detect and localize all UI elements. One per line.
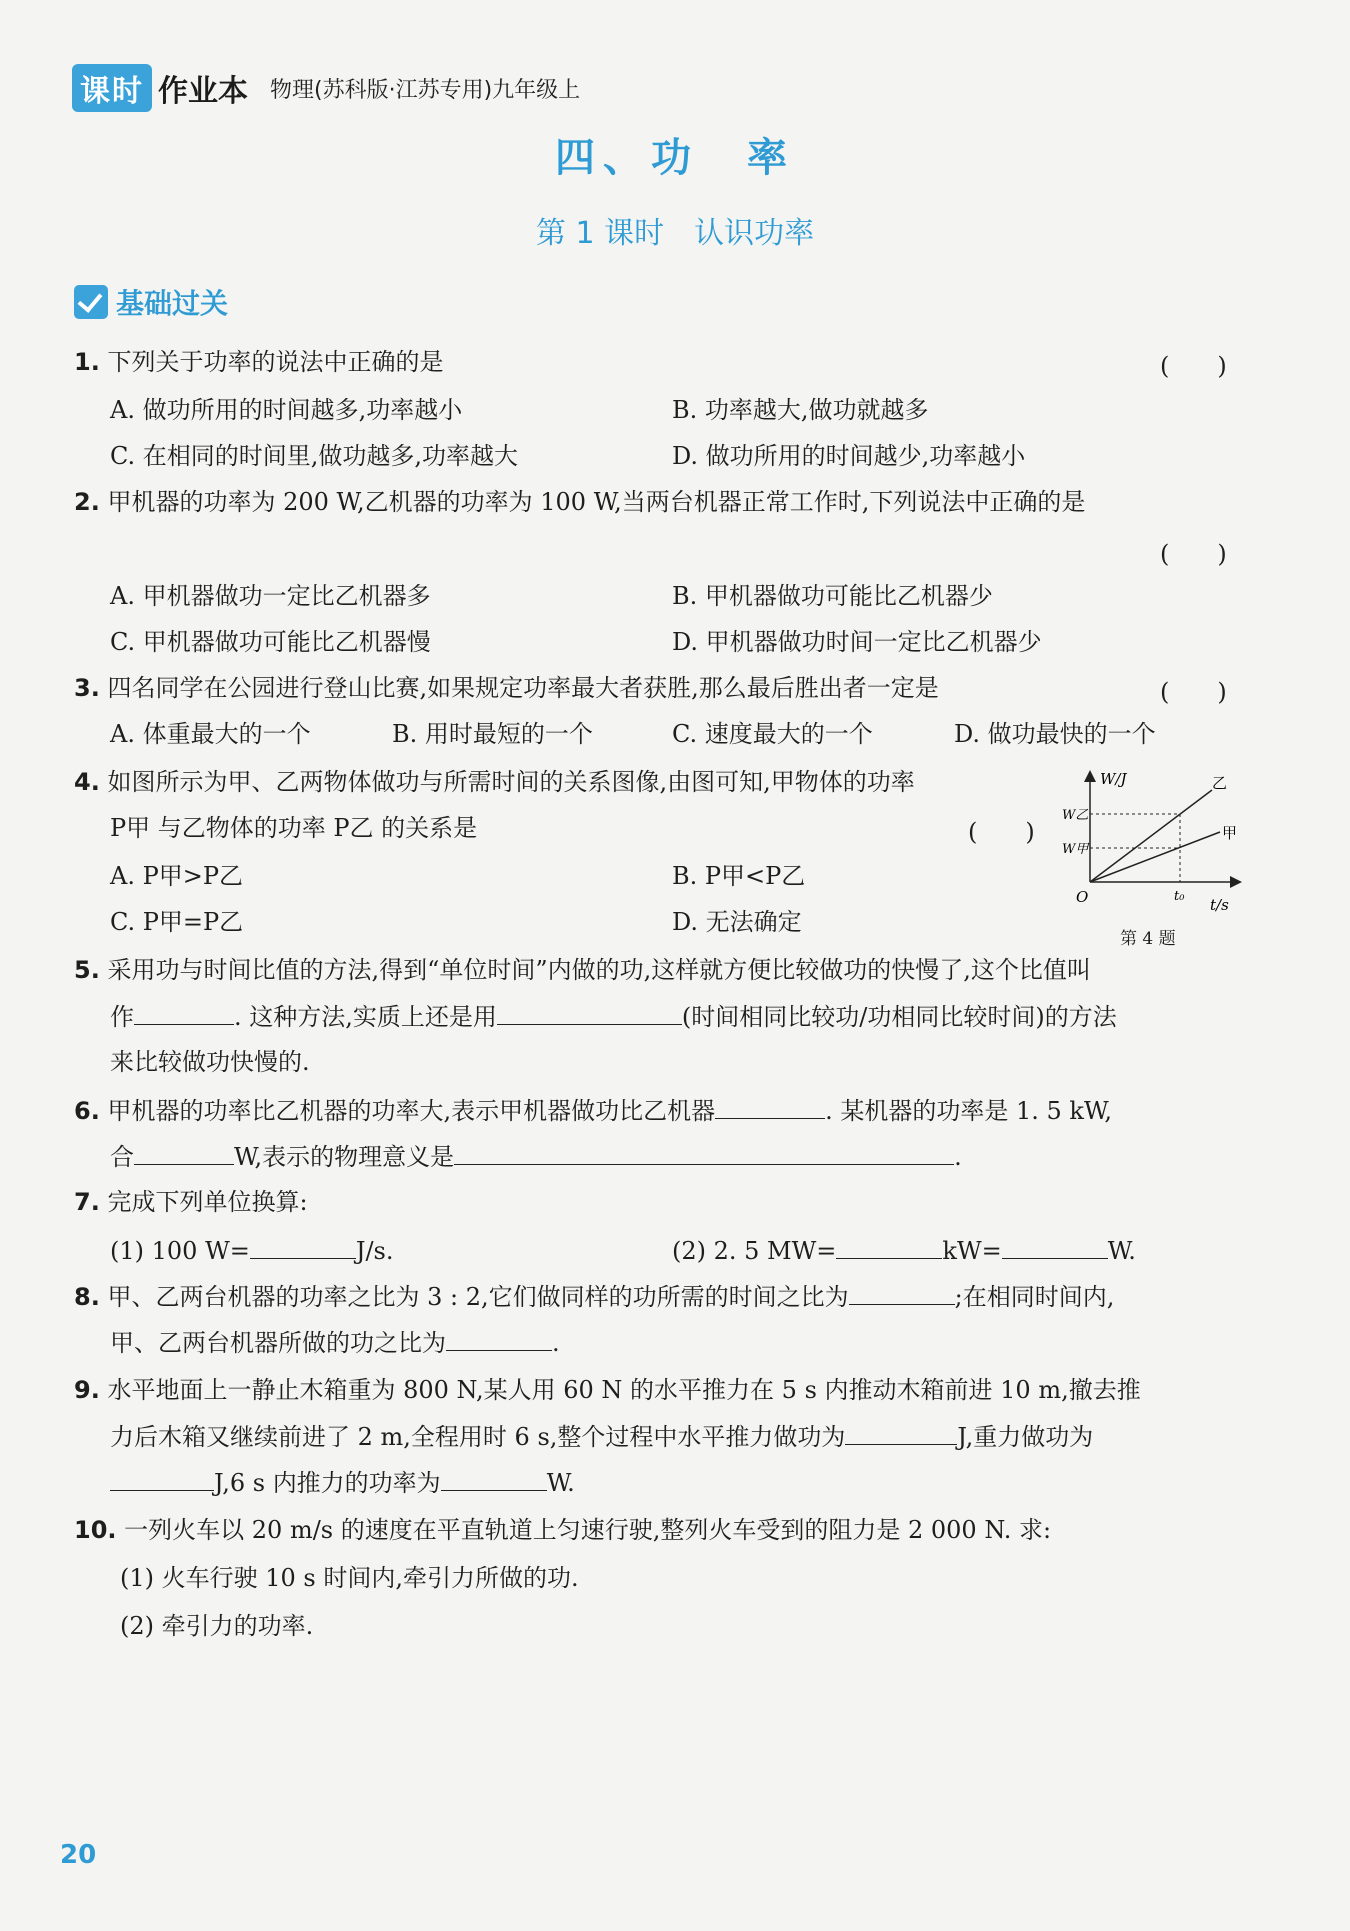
text-segment: 合 (110, 1143, 134, 1171)
text-segment: (时间相同比较功/功相同比较时间)的方法 (681, 1003, 1117, 1031)
question-4-stem (74, 766, 915, 798)
answer-paren: ( ) (968, 818, 1035, 846)
question-8-stem (74, 1280, 1114, 1313)
question-10-part-2: (2) 牵引力的功率. (120, 1612, 314, 1640)
question-text: 采用功与时间比值的方法,得到“单位时间”内做的功,这样就方便比较做功的快慢了,这个比值叫 (107, 956, 1091, 984)
text-segment: . 某机器的功率是 1. 5 kW, (825, 1097, 1113, 1125)
question-text: 完成下列单位换算: (107, 1188, 308, 1216)
question-text: 甲机器的功率为 200 W,乙机器的功率为 100 W,当两台机器正常工作时,下列说法中正确的是 (107, 488, 1086, 516)
question-text: 下列关于功率的说法中正确的是 (107, 348, 444, 376)
text-segment: . 这种方法,实质上还是用 (234, 1003, 497, 1031)
answer-blank[interactable] (1002, 1234, 1108, 1259)
text-segment: W,表示的物理意义是 (234, 1143, 455, 1171)
figure-caption: 第 4 题 (1120, 929, 1176, 949)
question-5-line-3: 来比较做功快慢的. (110, 1048, 310, 1076)
text-segment: J/s. (355, 1237, 394, 1265)
logo-suffix: 作业本 (158, 74, 248, 109)
question-number: 8. (74, 1283, 100, 1311)
answer-blank[interactable] (110, 1466, 214, 1491)
text-segment: kW= (942, 1237, 1002, 1265)
t0-label: t₀ (1174, 889, 1185, 904)
option-b: B. P甲<P乙 (672, 862, 806, 890)
option-c: C. 在相同的时间里,做功越多,功率越大 (110, 442, 519, 470)
w-yi-label: W乙 (1062, 808, 1089, 823)
x-axis-label: t/s (1210, 896, 1229, 914)
text-segment: 甲机器的功率比乙机器的功率大,表示甲机器做功比乙机器 (107, 1097, 716, 1125)
question-7-part-2 (672, 1234, 1136, 1267)
answer-blank[interactable] (497, 1000, 682, 1025)
w-jia-label: W甲 (1062, 842, 1089, 857)
text-segment: 作 (110, 1003, 134, 1031)
question-number: 1. (74, 348, 100, 376)
option-b: B. 用时最短的一个 (392, 720, 593, 748)
option-a: A. 做功所用的时间越多,功率越小 (110, 396, 463, 424)
option-d: D. 做功所用的时间越少,功率越小 (672, 442, 1026, 470)
section-title: 基础过关 (116, 287, 229, 320)
text-segment: . (954, 1143, 962, 1171)
origin-label: O (1076, 888, 1089, 906)
answer-paren: ( ) (1160, 678, 1227, 706)
answer-blank[interactable] (250, 1234, 356, 1259)
option-a: A. 体重最大的一个 (110, 720, 311, 748)
option-d: D. 无法确定 (672, 908, 802, 936)
question-10-stem (74, 1514, 1051, 1546)
question-5-line-2 (110, 1000, 1117, 1033)
question-6-line-2 (110, 1140, 962, 1173)
page-subtitle: 第 1 课时 认识功率 (535, 216, 815, 251)
question-text: 一列火车以 20 m/s 的速度在平直轨道上匀速行驶,整列火车受到的阻力是 2 000 N. 求: (124, 1516, 1052, 1544)
page-title: 四、功 率 (555, 135, 795, 181)
question-5-stem (74, 954, 1091, 986)
answer-blank[interactable] (836, 1234, 942, 1259)
text-segment: . (552, 1329, 560, 1357)
option-a: A. P甲>P乙 (110, 862, 243, 890)
question-9-line-2 (110, 1420, 1093, 1453)
answer-blank[interactable] (845, 1420, 957, 1445)
question-text: 如图所示为甲、乙两物体做功与所需时间的关系图像,由图可知,甲物体的功率 (107, 768, 915, 796)
question-number: 3. (74, 674, 100, 702)
question-4-stem-2: P甲 与乙物体的功率 P乙 的关系是 (110, 814, 478, 842)
question-text: 水平地面上一静止木箱重为 800 N,某人用 60 N 的水平推力在 5 s 内推动木箱前进 10 m,撤去推 (107, 1376, 1141, 1404)
line-jia-label: 甲 (1222, 824, 1238, 842)
text-segment: W. (546, 1469, 575, 1497)
answer-blank[interactable] (454, 1140, 954, 1165)
question-7-part-1 (110, 1234, 394, 1267)
work-time-graph (1062, 768, 1242, 918)
text-segment: (2) 2. 5 MW= (672, 1237, 837, 1265)
option-d: D. 做功最快的一个 (954, 720, 1156, 748)
question-10-part-1: (1) 火车行驶 10 s 时间内,牵引力所做的功. (120, 1564, 579, 1592)
question-number: 6. (74, 1097, 100, 1125)
y-axis-label: W/J (1100, 770, 1127, 788)
question-9-line-3 (110, 1466, 575, 1499)
question-number: 10. (74, 1516, 117, 1544)
question-3-stem (74, 672, 939, 704)
checkbox-icon (74, 285, 108, 319)
option-a: A. 甲机器做功一定比乙机器多 (110, 582, 431, 610)
question-number: 4. (74, 768, 100, 796)
section-heading (74, 282, 228, 322)
answer-blank[interactable] (134, 1000, 234, 1025)
line-yi-label: 乙 (1212, 774, 1228, 792)
text-segment: J,6 s 内推力的功率为 (214, 1469, 441, 1497)
option-c: C. 甲机器做功可能比乙机器慢 (110, 628, 431, 656)
answer-blank[interactable] (441, 1466, 547, 1491)
option-b: B. 功率越大,做功就越多 (672, 396, 929, 424)
text-segment: 甲、乙两台机器所做的功之比为 (110, 1329, 446, 1357)
option-c: C. P甲=P乙 (110, 908, 244, 936)
answer-paren: ( ) (1160, 540, 1227, 568)
header (72, 64, 580, 112)
page-number: 20 (60, 1840, 97, 1870)
text-segment: J,重力做功为 (957, 1423, 1094, 1451)
text-segment: ;在相同时间内, (954, 1283, 1115, 1311)
option-d: D. 甲机器做功时间一定比乙机器少 (672, 628, 1042, 656)
answer-blank[interactable] (715, 1094, 825, 1119)
answer-paren: ( ) (1160, 352, 1227, 380)
question-8-line-2 (110, 1326, 560, 1359)
text-segment: W. (1107, 1237, 1136, 1265)
text-segment: 力后木箱又继续前进了 2 m,全程用时 6 s,整个过程中水平推力做功为 (110, 1423, 846, 1451)
text-segment: 甲、乙两台机器的功率之比为 3 : 2,它们做同样的功所需的时间之比为 (107, 1283, 849, 1311)
question-text: 四名同学在公园进行登山比赛,如果规定功率最大者获胜,那么最后胜出者一定是 (107, 674, 939, 702)
question-7-stem (74, 1186, 308, 1218)
question-2-stem (74, 486, 1085, 518)
question-9-stem (74, 1374, 1141, 1406)
question-number: 5. (74, 956, 100, 984)
option-c: C. 速度最大的一个 (672, 720, 873, 748)
text-segment: (1) 100 W= (110, 1237, 250, 1265)
question-number: 9. (74, 1376, 100, 1404)
subject-label: 物理(苏科版·江苏专用)九年级上 (270, 77, 581, 103)
option-b: B. 甲机器做功可能比乙机器少 (672, 582, 993, 610)
question-number: 2. (74, 488, 100, 516)
line-yi (1090, 790, 1212, 882)
question-1-stem (74, 346, 443, 378)
answer-blank[interactable] (446, 1326, 552, 1351)
answer-blank[interactable] (849, 1280, 955, 1305)
logo: 课时 (72, 64, 152, 112)
line-jia (1090, 832, 1220, 882)
question-number: 7. (74, 1188, 100, 1216)
answer-blank[interactable] (134, 1140, 234, 1165)
question-6-stem (74, 1094, 1112, 1127)
